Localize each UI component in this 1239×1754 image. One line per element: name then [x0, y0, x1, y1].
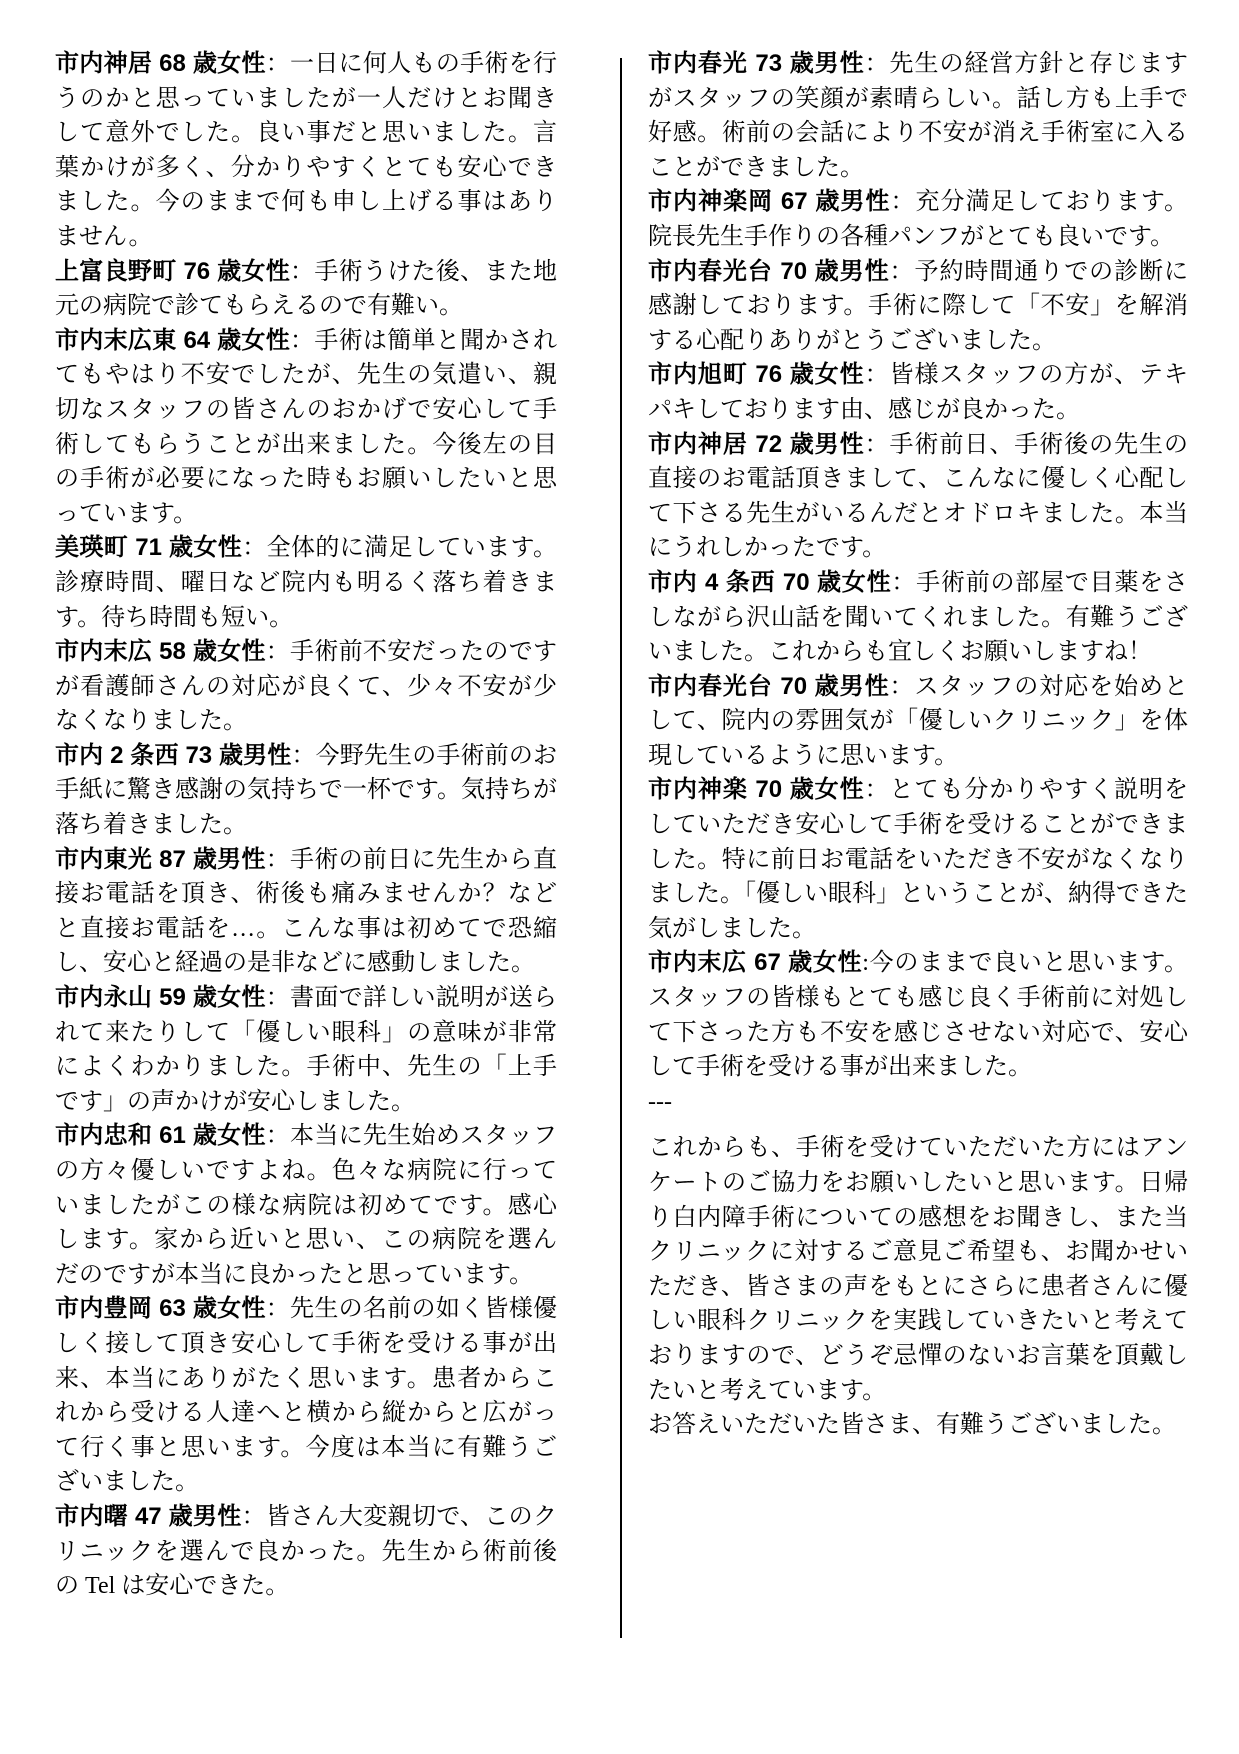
testimonial-text: 手術うけた後、また地元の病院で診てもらえるので有難い。 — [55, 258, 558, 320]
testimonial-entry — [55, 635, 557, 739]
testimonial-text: お答えいただいた皆さま、有難うございました。 — [648, 1412, 1176, 1439]
testimonial-entry — [648, 1131, 1188, 1408]
testimonial-text: 全体的に満足しています。診療時間、曜日など院内も明るく落ち着きます。待ち時間も短い。 — [55, 535, 558, 631]
testimonial-text: 皆様スタッフの方が、テキパキしております由、感じが良かった。 — [648, 362, 1189, 423]
testimonial-text: 予約時間通りでの診断に感謝しております。手術に際して「不安」を解消する心配りありがとうございました。 — [648, 258, 1189, 354]
testimonial-text: 今野先生の手術前のお手紙に驚き感謝の気持ちで一杯です。気持ちが落ち着きました。 — [55, 742, 557, 839]
testimonial-text: スタッフの対応を始めとして、院内の雰囲気が「優しいクリニック」を体現しているように思います。 — [648, 673, 1189, 769]
respondent-heading: 市内末広 67 歳女性 — [648, 949, 863, 977]
testimonial-entry — [648, 773, 1188, 946]
respondent-heading: 市内春光台 70 歳男性 — [648, 257, 890, 285]
respondent-heading: 市内春光台 70 歳男性 — [648, 672, 890, 700]
heading-separator: ： — [864, 51, 890, 77]
testimonial-entry — [55, 1292, 557, 1500]
respondent-heading: 市内東光 87 歳男性 — [55, 845, 266, 873]
respondent-heading: 上富良野町 76 歳女性 — [55, 257, 291, 285]
testimonial-text: 充分満足しております。院長先生手作りの各種パンフがとても良いです。 — [648, 189, 1188, 250]
testimonial-entry — [648, 1085, 1188, 1120]
respondent-heading: 市内春光 73 歳男性 — [648, 50, 865, 77]
right-column — [648, 47, 1188, 1443]
heading-separator: ： — [265, 846, 291, 873]
testimonial-text: 一日に何人もの手術を行うのかと思っていましたが一人だけとお聞きして意外でした。良い事だと思いました。言葉かけが多く、分かりやすくとても安心できました。今のままで何も申し上げる事はありません。 — [55, 51, 558, 250]
respondent-heading: 市内永山 59 歳女性 — [55, 984, 266, 1012]
respondent-heading: 美瑛町 71 歳女性 — [55, 534, 243, 562]
testimonial-entry — [55, 1500, 557, 1604]
testimonial-entry — [648, 566, 1188, 670]
respondent-heading: 市内神居 68 歳女性 — [55, 50, 266, 77]
testimonial-text: これからも、手術を受けていただいた方にはアンケートのご協力をお願いしたいと思います。日帰り白内障手術についての感想をお聞きし、また当クリニックに対するご意見ご希望も、お聞かせいただき、皆さまの声をもとにさらに患者さんに優しい眼科クリニックを実践していきたいと考えておりますので、どうぞ忌憚のないお言葉を頂戴したいと考えています。 — [648, 1135, 1188, 1404]
heading-separator: ： — [864, 362, 890, 389]
testimonial-entry — [648, 946, 1188, 1084]
heading-separator: ： — [265, 51, 291, 77]
testimonial-text: 先生の経営方針と存じますがスタッフの笑顔が素晴らしい。話し方も上手で好感。術前の会話により不安が消え手術室に入ることができました。 — [648, 51, 1189, 181]
heading-separator: ： — [864, 431, 890, 458]
respondent-heading: 市内 4 条西 70 歳女性 — [648, 568, 892, 596]
testimonial-entry — [648, 185, 1188, 254]
testimonial-text: 書面で詳しい説明が送られて来たりして「優しい眼科」の意味が非常によくわかりました。手術中、先生の「上手です」の声かけが安心しました。 — [55, 985, 558, 1115]
heading-separator: ： — [265, 985, 291, 1012]
testimonial-entry — [648, 670, 1188, 774]
testimonial-text: 皆さん大変親切で、このクリニックを選んで良かった。先生から術前後の Tel は安心できた。 — [55, 1503, 557, 1600]
heading-separator: ： — [889, 673, 915, 700]
respondent-heading: 市内旭町 76 歳女性 — [648, 361, 865, 389]
testimonial-text: --- — [648, 1088, 672, 1115]
heading-separator: ： — [242, 535, 267, 562]
testimonial-entry — [55, 1119, 557, 1292]
heading-separator: ： — [241, 1503, 266, 1530]
column-divider — [620, 58, 622, 1638]
testimonial-entry — [55, 255, 557, 324]
respondent-heading: 市内神居 72 歳男性 — [648, 430, 865, 458]
heading-separator: ： — [290, 327, 315, 354]
testimonial-text: 手術前不安だったのですが看護師さんの対応が良くて、少々不安が少なくなりました。 — [55, 639, 558, 735]
heading-separator: ： — [291, 742, 316, 769]
heading-separator: ： — [265, 639, 291, 666]
heading-separator: : — [862, 950, 869, 977]
testimonial-text: 手術前日、手術後の先生の直接のお電話頂きまして、こんなに優しく心配して下さる先生がいるんだとオドロキました。本当にうれしかったです。 — [648, 431, 1189, 562]
testimonial-entry — [55, 843, 557, 981]
left-column — [55, 47, 557, 1604]
testimonial-entry — [55, 324, 557, 532]
respondent-heading: 市内末広 58 歳女性 — [55, 638, 266, 666]
testimonial-text: 手術は簡単と聞かされてもやはり不安でしたが、先生の気遣い、親切なスタッフの皆さんのおかげで安心して手術してもらうことが出来ました。今後左の目の手術が必要になった時もお願いしたいと思っています。 — [55, 327, 558, 527]
heading-separator: ： — [889, 258, 915, 285]
testimonial-entry — [55, 531, 557, 635]
testimonial-text: 先生の名前の如く皆様優しく接して頂き安心して手術を受ける事が出来、本当にありがたく思います。患者からこれから受ける人達へと横から縦からと広がって行く事と思います。今度は本当に有難うございました。 — [55, 1296, 558, 1496]
heading-separator: ： — [290, 258, 315, 285]
testimonial-text: 今のままで良いと思います。スタッフの皆様もとても感じ良く手術前に対処して下さった方も不安を感じさせない対応で、安心して手術を受ける事が出来ました。 — [648, 950, 1189, 1081]
testimonial-entry — [648, 255, 1188, 359]
heading-separator: ： — [891, 569, 917, 596]
testimonial-entry — [648, 358, 1188, 427]
respondent-heading: 市内豊岡 63 歳女性 — [55, 1295, 266, 1323]
testimonial-entry — [55, 47, 557, 255]
testimonial-text: とても分かりやすく説明をしていただき安心して手術を受けることができました。特に前日お電話をいただき不安がなくなりました。「優しい眼科」ということが、納得できた気がしました。 — [648, 777, 1189, 942]
heading-separator: ： — [265, 1296, 291, 1323]
respondent-heading: 市内忠和 61 歳女性 — [55, 1122, 266, 1150]
testimonial-text: 手術前の部屋で目薬をさしながら沢山話を聞いてくれました。有難うございました。これからも宜しくお願いしますね！ — [648, 569, 1189, 666]
testimonial-text: 手術の前日に先生から直接お電話を頂き、術後も痛みませんか？などと直接お電話を…。こんな事は初めてで恐縮し、安心と経過の是非などに感動しました。 — [55, 846, 558, 977]
testimonial-entry — [55, 981, 557, 1119]
respondent-heading: 市内神楽岡 67 歳男性 — [648, 188, 891, 216]
testimonial-text: 本当に先生始めスタッフの方々優しいですよね。色々な病院に行っていましたがこの様な病院は初めてです。感心します。家から近いと思い、この病院を選んだのですが本当に良かったと思っています。 — [55, 1123, 558, 1288]
heading-separator: ： — [265, 1123, 291, 1150]
testimonial-entry — [55, 739, 557, 843]
heading-separator: ： — [864, 777, 890, 804]
testimonial-entry — [648, 428, 1188, 566]
respondent-heading: 市内神楽 70 歳女性 — [648, 776, 865, 804]
heading-separator: ： — [890, 189, 916, 216]
respondent-heading: 市内 2 条西 73 歳男性 — [55, 741, 292, 769]
testimonial-entry — [648, 47, 1188, 185]
respondent-heading: 市内末広東 64 歳女性 — [55, 326, 291, 354]
testimonial-entry — [648, 1408, 1188, 1443]
respondent-heading: 市内曙 47 歳男性 — [55, 1502, 242, 1530]
